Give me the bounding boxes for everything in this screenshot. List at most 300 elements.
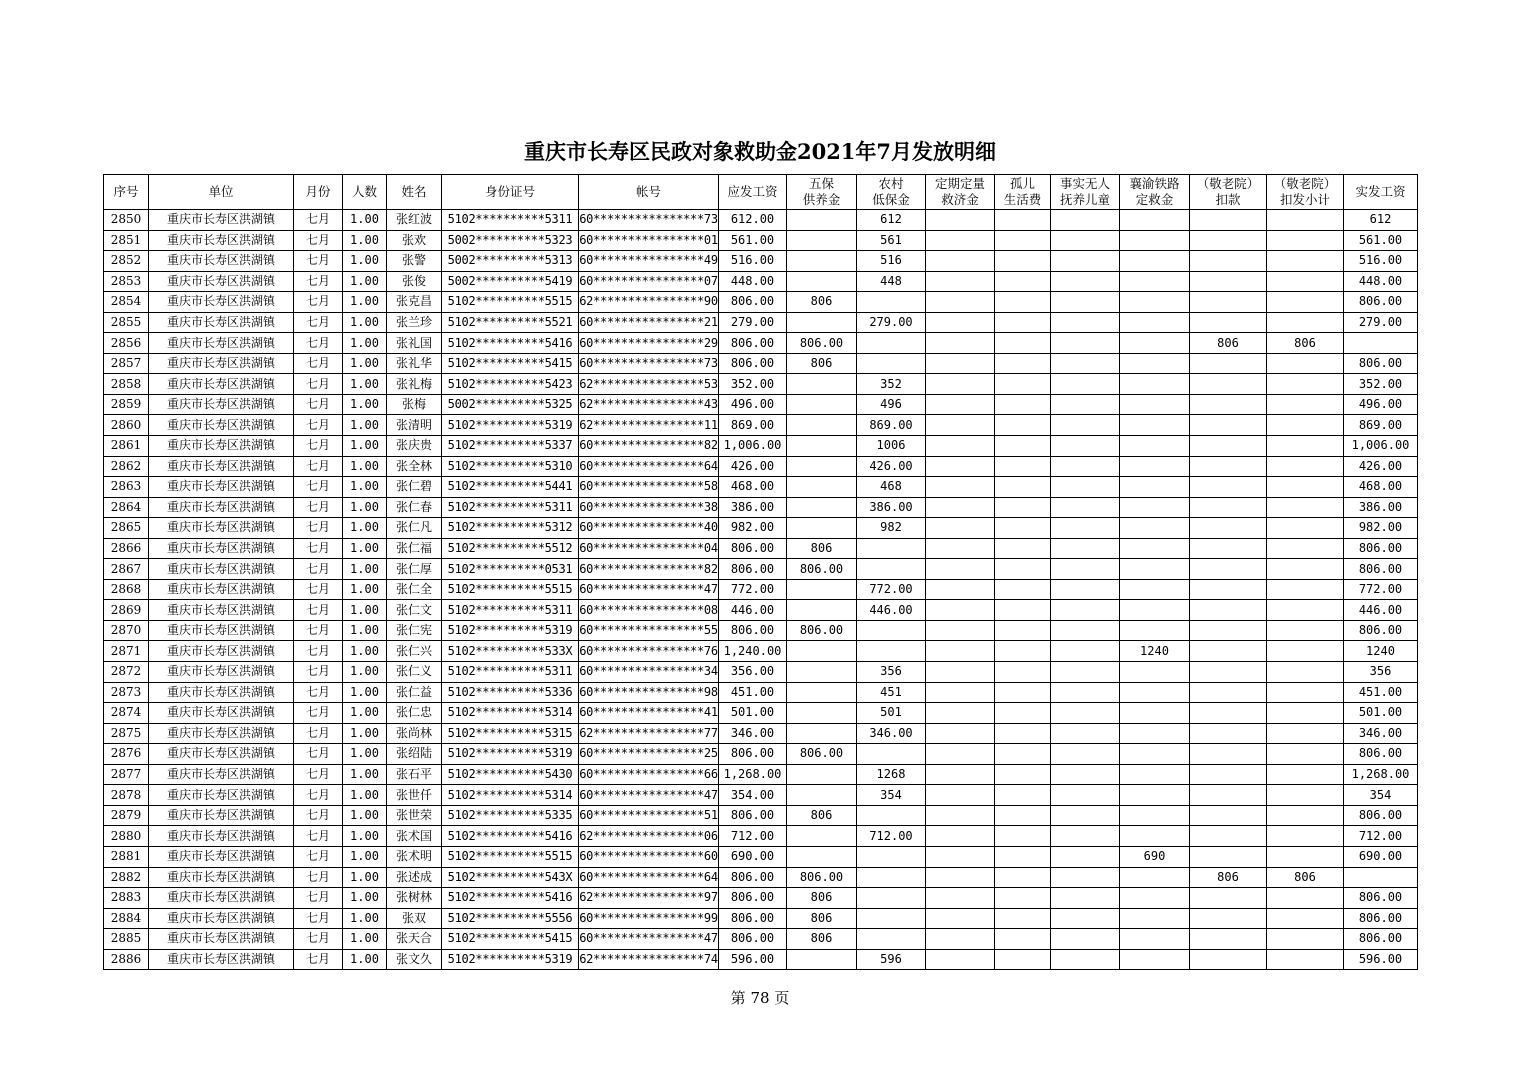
cell-gross-pay: 712.00: [719, 826, 787, 847]
cell-unit: 重庆市长寿区洪湖镇: [149, 374, 294, 395]
table-row: [104, 805, 1418, 826]
cell-five-guarantee: [787, 436, 857, 457]
cell-orphan-allowance: [995, 579, 1051, 600]
cell-id-number: 5102**********5310: [442, 456, 579, 477]
cell-row-index: 2884: [104, 908, 149, 929]
cell-orphan-allowance: [995, 764, 1051, 785]
cell-id-number: 5002**********5313: [442, 251, 579, 272]
table-row: [104, 210, 1418, 231]
cell-gross-pay: 386.00: [719, 497, 787, 518]
column-header-label: 抚养儿童: [1059, 192, 1110, 207]
cell-nursing-home-subtotal: [1267, 805, 1344, 826]
cell-regular-relief: [926, 559, 995, 580]
cell-five-guarantee: [787, 846, 857, 867]
cell-regular-relief: [926, 641, 995, 662]
cell-orphan-allowance: [995, 826, 1051, 847]
cell-id-number: 5102**********5416: [442, 333, 579, 354]
cell-row-index: 2859: [104, 394, 149, 415]
cell-rural-subsistence: [857, 744, 926, 765]
cell-orphan-allowance: [995, 312, 1051, 333]
cell-headcount: 1.00: [343, 662, 387, 683]
cell-regular-relief: [926, 518, 995, 539]
cell-month: 七月: [294, 579, 343, 600]
cell-name: 张世仟: [387, 785, 442, 806]
cell-account-number: 60****************47: [579, 785, 719, 806]
cell-rural-subsistence: 352: [857, 374, 926, 395]
cell-rural-subsistence: 468: [857, 477, 926, 498]
cell-name: 张述成: [387, 867, 442, 888]
cell-gross-pay: 806.00: [719, 888, 787, 909]
cell-unsupported-child: [1051, 374, 1120, 395]
cell-nursing-home-deduction: [1190, 477, 1267, 498]
cell-nursing-home-deduction: 806: [1190, 867, 1267, 888]
cell-rural-subsistence: 612: [857, 210, 926, 231]
cell-unit: 重庆市长寿区洪湖镇: [149, 785, 294, 806]
cell-month: 七月: [294, 333, 343, 354]
cell-net-pay: 346.00: [1344, 723, 1418, 744]
cell-headcount: 1.00: [343, 929, 387, 950]
table-row: [104, 682, 1418, 703]
cell-orphan-allowance: [995, 292, 1051, 313]
cell-net-pay: 712.00: [1344, 826, 1418, 847]
cell-name: 张绍陆: [387, 744, 442, 765]
cell-headcount: 1.00: [343, 744, 387, 765]
cell-month: 七月: [294, 826, 343, 847]
cell-nursing-home-deduction: [1190, 723, 1267, 744]
cell-rural-subsistence: 516: [857, 251, 926, 272]
cell-railway-relief: [1120, 210, 1190, 231]
cell-railway-relief: [1120, 538, 1190, 559]
table-row: [104, 374, 1418, 395]
cell-account-number: 60****************38: [579, 497, 719, 518]
page-title: 重庆市长寿区民政对象救助金2021年7月发放明细: [523, 139, 997, 164]
cell-name: 张警: [387, 251, 442, 272]
cell-month: 七月: [294, 764, 343, 785]
table-row: [104, 353, 1418, 374]
cell-month: 七月: [294, 292, 343, 313]
cell-railway-relief: [1120, 785, 1190, 806]
cell-orphan-allowance: [995, 682, 1051, 703]
cell-orphan-allowance: [995, 867, 1051, 888]
cell-month: 七月: [294, 662, 343, 683]
cell-row-index: 2878: [104, 785, 149, 806]
cell-nursing-home-deduction: [1190, 374, 1267, 395]
cell-account-number: 60****************64: [579, 456, 719, 477]
cell-nursing-home-subtotal: [1267, 456, 1344, 477]
cell-unsupported-child: [1051, 353, 1120, 374]
cell-account-number: 60****************82: [579, 436, 719, 457]
table-row: [104, 929, 1418, 950]
cell-unsupported-child: [1051, 436, 1120, 457]
cell-net-pay: 806.00: [1344, 559, 1418, 580]
cell-rural-subsistence: [857, 888, 926, 909]
cell-nursing-home-subtotal: [1267, 497, 1344, 518]
cell-net-pay: 1,268.00: [1344, 764, 1418, 785]
cell-railway-relief: [1120, 929, 1190, 950]
cell-nursing-home-deduction: [1190, 662, 1267, 683]
cell-nursing-home-subtotal: [1267, 600, 1344, 621]
cell-unit: 重庆市长寿区洪湖镇: [149, 436, 294, 457]
cell-row-index: 2854: [104, 292, 149, 313]
cell-nursing-home-subtotal: [1267, 292, 1344, 313]
cell-unsupported-child: [1051, 908, 1120, 929]
cell-orphan-allowance: [995, 538, 1051, 559]
cell-nursing-home-deduction: [1190, 682, 1267, 703]
cell-headcount: 1.00: [343, 497, 387, 518]
column-header: [719, 175, 787, 210]
cell-nursing-home-subtotal: [1267, 908, 1344, 929]
cell-nursing-home-subtotal: [1267, 682, 1344, 703]
cell-rural-subsistence: 354: [857, 785, 926, 806]
cell-unit: 重庆市长寿区洪湖镇: [149, 230, 294, 251]
cell-unit: 重庆市长寿区洪湖镇: [149, 826, 294, 847]
cell-nursing-home-subtotal: [1267, 888, 1344, 909]
cell-net-pay: 772.00: [1344, 579, 1418, 600]
cell-month: 七月: [294, 436, 343, 457]
cell-unsupported-child: [1051, 477, 1120, 498]
table-row: [104, 888, 1418, 909]
cell-unsupported-child: [1051, 312, 1120, 333]
cell-railway-relief: [1120, 600, 1190, 621]
cell-unit: 重庆市长寿区洪湖镇: [149, 415, 294, 436]
cell-net-pay: 356: [1344, 662, 1418, 683]
table-row: [104, 620, 1418, 641]
cell-unit: 重庆市长寿区洪湖镇: [149, 744, 294, 765]
cell-account-number: 60****************29: [579, 333, 719, 354]
column-header: [926, 175, 995, 210]
cell-gross-pay: 448.00: [719, 271, 787, 292]
cell-orphan-allowance: [995, 600, 1051, 621]
cell-railway-relief: [1120, 497, 1190, 518]
cell-nursing-home-deduction: [1190, 620, 1267, 641]
cell-nursing-home-deduction: [1190, 497, 1267, 518]
cell-rural-subsistence: [857, 908, 926, 929]
cell-month: 七月: [294, 538, 343, 559]
cell-headcount: 1.00: [343, 559, 387, 580]
cell-unit: 重庆市长寿区洪湖镇: [149, 251, 294, 272]
cell-nursing-home-subtotal: [1267, 353, 1344, 374]
cell-name: 张树林: [387, 888, 442, 909]
table-row: [104, 641, 1418, 662]
cell-headcount: 1.00: [343, 292, 387, 313]
cell-account-number: 60****************55: [579, 620, 719, 641]
cell-nursing-home-subtotal: [1267, 826, 1344, 847]
cell-id-number: 5102**********543X: [442, 867, 579, 888]
cell-net-pay: 468.00: [1344, 477, 1418, 498]
cell-id-number: 5102**********0531: [442, 559, 579, 580]
cell-net-pay: 806.00: [1344, 888, 1418, 909]
table-row: [104, 723, 1418, 744]
column-header: [343, 175, 387, 210]
cell-net-pay: 1,006.00: [1344, 436, 1418, 457]
cell-gross-pay: 806.00: [719, 292, 787, 313]
cell-month: 七月: [294, 559, 343, 580]
cell-id-number: 5102**********5311: [442, 497, 579, 518]
cell-orphan-allowance: [995, 559, 1051, 580]
cell-name: 张仁凡: [387, 518, 442, 539]
cell-nursing-home-deduction: [1190, 785, 1267, 806]
table-row: [104, 579, 1418, 600]
cell-name: 张尚林: [387, 723, 442, 744]
cell-id-number: 5102**********5441: [442, 477, 579, 498]
cell-headcount: 1.00: [343, 703, 387, 724]
cell-account-number: 60****************40: [579, 518, 719, 539]
cell-regular-relief: [926, 271, 995, 292]
cell-id-number: 5102**********5335: [442, 805, 579, 826]
cell-id-number: 5102**********533X: [442, 641, 579, 662]
cell-rural-subsistence: 448: [857, 271, 926, 292]
cell-gross-pay: 352.00: [719, 374, 787, 395]
cell-net-pay: 448.00: [1344, 271, 1418, 292]
cell-unit: 重庆市长寿区洪湖镇: [149, 477, 294, 498]
cell-gross-pay: 869.00: [719, 415, 787, 436]
cell-headcount: 1.00: [343, 579, 387, 600]
cell-nursing-home-deduction: [1190, 559, 1267, 580]
cell-account-number: 60****************66: [579, 764, 719, 785]
cell-month: 七月: [294, 949, 343, 970]
cell-row-index: 2866: [104, 538, 149, 559]
cell-unit: 重庆市长寿区洪湖镇: [149, 312, 294, 333]
cell-railway-relief: [1120, 230, 1190, 251]
cell-regular-relief: [926, 867, 995, 888]
cell-account-number: 60****************82: [579, 559, 719, 580]
cell-rural-subsistence: 712.00: [857, 826, 926, 847]
cell-unit: 重庆市长寿区洪湖镇: [149, 559, 294, 580]
cell-rural-subsistence: 561: [857, 230, 926, 251]
cell-name: 张礼梅: [387, 374, 442, 395]
cell-unit: 重庆市长寿区洪湖镇: [149, 210, 294, 231]
cell-unsupported-child: [1051, 826, 1120, 847]
cell-id-number: 5102**********5515: [442, 846, 579, 867]
cell-id-number: 5102**********5311: [442, 210, 579, 231]
cell-name: 张术国: [387, 826, 442, 847]
cell-account-number: 60****************64: [579, 867, 719, 888]
table-row: [104, 846, 1418, 867]
cell-five-guarantee: [787, 415, 857, 436]
column-header-label: 扣款: [1215, 192, 1241, 207]
cell-nursing-home-subtotal: [1267, 538, 1344, 559]
cell-row-index: 2886: [104, 949, 149, 970]
cell-id-number: 5102**********5312: [442, 518, 579, 539]
cell-unsupported-child: [1051, 641, 1120, 662]
cell-name: 张礼国: [387, 333, 442, 354]
cell-account-number: 60****************25: [579, 744, 719, 765]
column-header-label: 孤儿: [1009, 176, 1035, 191]
cell-gross-pay: 496.00: [719, 394, 787, 415]
cell-id-number: 5102**********5423: [442, 374, 579, 395]
column-header: [1190, 175, 1267, 210]
column-header-label: 事实无人: [1059, 176, 1110, 191]
cell-unit: 重庆市长寿区洪湖镇: [149, 888, 294, 909]
cell-orphan-allowance: [995, 929, 1051, 950]
cell-orphan-allowance: [995, 436, 1051, 457]
cell-railway-relief: [1120, 374, 1190, 395]
cell-railway-relief: [1120, 456, 1190, 477]
cell-net-pay: 806.00: [1344, 805, 1418, 826]
cell-unit: 重庆市长寿区洪湖镇: [149, 394, 294, 415]
cell-row-index: 2883: [104, 888, 149, 909]
cell-nursing-home-deduction: [1190, 251, 1267, 272]
cell-regular-relief: [926, 579, 995, 600]
cell-row-index: 2873: [104, 682, 149, 703]
cell-gross-pay: 806.00: [719, 333, 787, 354]
cell-nursing-home-subtotal: [1267, 559, 1344, 580]
cell-headcount: 1.00: [343, 908, 387, 929]
table-body: [104, 210, 1418, 970]
cell-nursing-home-deduction: [1190, 292, 1267, 313]
column-header-label: 身份证号: [484, 184, 535, 199]
cell-name: 张庆贵: [387, 436, 442, 457]
cell-regular-relief: [926, 415, 995, 436]
cell-month: 七月: [294, 456, 343, 477]
table-row: [104, 867, 1418, 888]
cell-id-number: 5102**********5314: [442, 703, 579, 724]
cell-gross-pay: 356.00: [719, 662, 787, 683]
cell-gross-pay: 1,240.00: [719, 641, 787, 662]
cell-nursing-home-subtotal: [1267, 703, 1344, 724]
cell-orphan-allowance: [995, 846, 1051, 867]
cell-net-pay: 806.00: [1344, 538, 1418, 559]
cell-unit: 重庆市长寿区洪湖镇: [149, 682, 294, 703]
cell-unit: 重庆市长寿区洪湖镇: [149, 292, 294, 313]
cell-regular-relief: [926, 210, 995, 231]
cell-gross-pay: 468.00: [719, 477, 787, 498]
cell-id-number: 5102**********5416: [442, 826, 579, 847]
cell-railway-relief: [1120, 867, 1190, 888]
cell-nursing-home-subtotal: [1267, 846, 1344, 867]
cell-month: 七月: [294, 497, 343, 518]
cell-five-guarantee: [787, 374, 857, 395]
cell-regular-relief: [926, 394, 995, 415]
column-header: [787, 175, 857, 210]
cell-regular-relief: [926, 436, 995, 457]
cell-headcount: 1.00: [343, 826, 387, 847]
cell-row-index: 2852: [104, 251, 149, 272]
column-header: [442, 175, 579, 210]
cell-month: 七月: [294, 785, 343, 806]
cell-row-index: 2868: [104, 579, 149, 600]
cell-id-number: 5102**********5336: [442, 682, 579, 703]
cell-nursing-home-deduction: [1190, 518, 1267, 539]
cell-orphan-allowance: [995, 271, 1051, 292]
cell-orphan-allowance: [995, 497, 1051, 518]
cell-nursing-home-deduction: [1190, 579, 1267, 600]
column-header-label: 五保: [808, 176, 834, 191]
cell-headcount: 1.00: [343, 312, 387, 333]
cell-railway-relief: [1120, 251, 1190, 272]
cell-regular-relief: [926, 723, 995, 744]
cell-unsupported-child: [1051, 662, 1120, 683]
cell-month: 七月: [294, 477, 343, 498]
cell-nursing-home-deduction: [1190, 888, 1267, 909]
cell-five-guarantee: 806.00: [787, 333, 857, 354]
cell-name: 张红波: [387, 210, 442, 231]
cell-five-guarantee: [787, 456, 857, 477]
column-header: [294, 175, 343, 210]
cell-month: 七月: [294, 641, 343, 662]
cell-gross-pay: 1,268.00: [719, 764, 787, 785]
cell-orphan-allowance: [995, 374, 1051, 395]
cell-row-index: 2885: [104, 929, 149, 950]
cell-row-index: 2881: [104, 846, 149, 867]
cell-nursing-home-subtotal: [1267, 641, 1344, 662]
cell-net-pay: 1240: [1344, 641, 1418, 662]
cell-five-guarantee: [787, 230, 857, 251]
cell-unsupported-child: [1051, 846, 1120, 867]
cell-headcount: 1.00: [343, 867, 387, 888]
cell-nursing-home-subtotal: [1267, 271, 1344, 292]
cell-id-number: 5102**********5430: [442, 764, 579, 785]
cell-gross-pay: 806.00: [719, 805, 787, 826]
cell-unsupported-child: [1051, 497, 1120, 518]
cell-regular-relief: [926, 230, 995, 251]
cell-rural-subsistence: [857, 292, 926, 313]
cell-row-index: 2872: [104, 662, 149, 683]
cell-five-guarantee: [787, 312, 857, 333]
cell-five-guarantee: [787, 579, 857, 600]
cell-regular-relief: [926, 620, 995, 641]
page-prefix: 第: [730, 989, 746, 1007]
table-row: [104, 908, 1418, 929]
cell-rural-subsistence: [857, 846, 926, 867]
cell-name: 张文久: [387, 949, 442, 970]
cell-railway-relief: [1120, 436, 1190, 457]
cell-name: 张欢: [387, 230, 442, 251]
cell-unsupported-child: [1051, 949, 1120, 970]
cell-five-guarantee: [787, 949, 857, 970]
column-header-label: 实发工资: [1355, 184, 1406, 199]
cell-nursing-home-subtotal: [1267, 312, 1344, 333]
cell-headcount: 1.00: [343, 353, 387, 374]
cell-account-number: 62****************53: [579, 374, 719, 395]
cell-rural-subsistence: 869.00: [857, 415, 926, 436]
cell-rural-subsistence: 1268: [857, 764, 926, 785]
cell-row-index: 2855: [104, 312, 149, 333]
cell-account-number: 60****************73: [579, 210, 719, 231]
cell-five-guarantee: 806: [787, 805, 857, 826]
cell-five-guarantee: [787, 785, 857, 806]
cell-five-guarantee: [787, 210, 857, 231]
cell-net-pay: 561.00: [1344, 230, 1418, 251]
cell-nursing-home-subtotal: [1267, 744, 1344, 765]
column-header-label: 应发工资: [727, 184, 778, 199]
cell-railway-relief: [1120, 353, 1190, 374]
cell-account-number: 62****************06: [579, 826, 719, 847]
cell-id-number: 5102**********5415: [442, 353, 579, 374]
cell-regular-relief: [926, 805, 995, 826]
cell-name: 张术明: [387, 846, 442, 867]
cell-name: 张全林: [387, 456, 442, 477]
cell-five-guarantee: [787, 723, 857, 744]
cell-row-index: 2853: [104, 271, 149, 292]
column-header: [104, 175, 149, 210]
table-row: [104, 703, 1418, 724]
cell-nursing-home-subtotal: [1267, 394, 1344, 415]
cell-gross-pay: 426.00: [719, 456, 787, 477]
table-row: [104, 538, 1418, 559]
cell-nursing-home-deduction: 806: [1190, 333, 1267, 354]
cell-railway-relief: [1120, 764, 1190, 785]
cell-orphan-allowance: [995, 805, 1051, 826]
cell-orphan-allowance: [995, 333, 1051, 354]
column-header: [387, 175, 442, 210]
cell-row-index: 2870: [104, 620, 149, 641]
cell-row-index: 2861: [104, 436, 149, 457]
cell-row-index: 2867: [104, 559, 149, 580]
cell-rural-subsistence: 346.00: [857, 723, 926, 744]
table-row: [104, 662, 1418, 683]
cell-railway-relief: [1120, 908, 1190, 929]
